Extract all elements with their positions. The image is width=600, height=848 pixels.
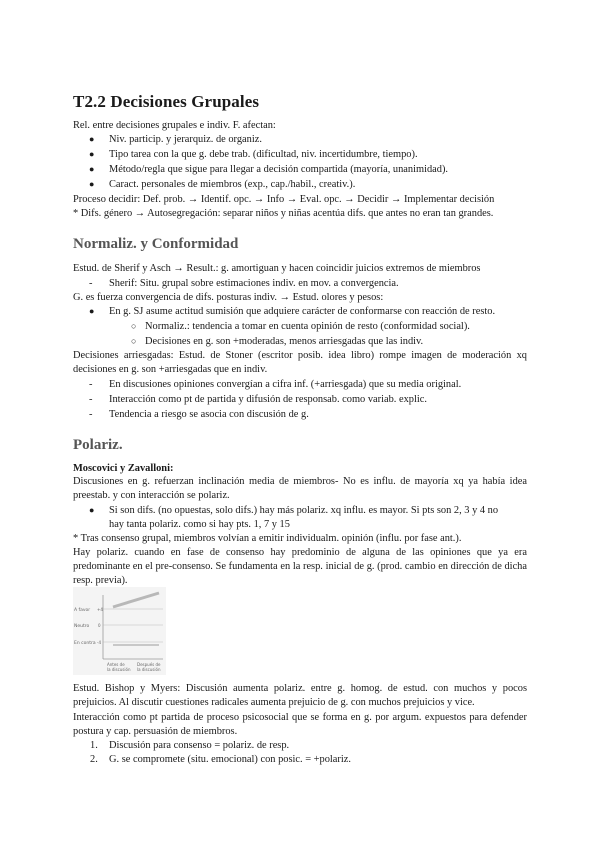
- y-value: -4: [97, 640, 101, 645]
- page-title: T2.2 Decisiones Grupales: [73, 92, 260, 111]
- x-label-after: Después de: [137, 662, 161, 667]
- paragraph: Decisiones arriesgadas: Estud. de Stoner (escritor posib. idea libro) rompe imagen de moderación xq decisiones en g. son +arriesgadas que en indiv.: [73, 350, 527, 375]
- y-value: 0: [98, 623, 101, 628]
- bullet-icon: ●: [89, 505, 95, 515]
- x-label-before-line2: la discusión: [107, 667, 131, 672]
- list-item: Método/regla que sigue para llegar a decisión compartida (mayoría, unanimidad).: [109, 164, 449, 175]
- bullet-icon: ●: [89, 134, 95, 144]
- circle-bullet-icon: ○: [131, 336, 137, 346]
- list-item: Sherif: Situ. grupal sobre estimaciones indiv. en mov. a convergencia.: [109, 278, 399, 289]
- intro-text: Rel. entre decisiones grupales e indiv. F. afectan:: [73, 120, 276, 131]
- process-text: Proceso decidir: Def. prob. → Identif. opc. → Info → Eval. opc. → Decidir → Implementar decisión: [73, 194, 495, 205]
- paragraph: G. es fuerza convergencia de difs. posturas indiv. → Estud. olores y pesos:: [73, 292, 384, 303]
- polarization-figure-svg: [73, 587, 166, 675]
- y-label-neutro: Neutro: [74, 624, 90, 629]
- section-heading: Normaliz. y Conformidad: [73, 236, 239, 252]
- list-item-continuation: hay tanta polariz. como si hay pts. 1, 7 y 15: [109, 519, 290, 530]
- list-item: Decisiones en g. son +moderadas, menos arriesgadas que las indiv.: [145, 336, 424, 347]
- paragraph: Estud. Bishop y Myers: Discusión aumenta polariz. entre g. homog. de estud. con muchos y pocos prejuicios. Al discutir cuestiones radicales aumenta prejuicio de g. con muchos prejuicios y vice.: [73, 683, 527, 708]
- dash-marker: -: [89, 394, 93, 405]
- paragraph: Interacción como pt partida de proceso psicosocial que se forma en g. por argum. expuestos para defender postura y cap. persuasión de miembros.: [73, 712, 527, 737]
- y-label-a-favor: A favor: [74, 608, 91, 613]
- y-label-en-contra: En contra: [74, 641, 96, 646]
- bullet-icon: ●: [89, 179, 95, 189]
- note-text: * Tras consenso grupal, miembros volvían a emitir individualm. opinión (influ. por fase ant.).: [73, 533, 462, 544]
- list-item: Niv. particip. y jerarquiz. de organiz.: [109, 134, 262, 145]
- bullet-icon: ●: [89, 306, 95, 316]
- list-item: Discusión para consenso = polariz. de resp.: [109, 740, 290, 751]
- list-item: Normaliz.: tendencia a tomar en cuenta opinión de resto (conformidad social).: [145, 321, 470, 332]
- list-item: G. se compromete (situ. emocional) con posic. = +polariz.: [109, 754, 351, 765]
- list-item: Si son difs. (no opuestas, solo difs.) hay más polariz. xq influ. es mayor. Si pts son 2, 3 y 4 no: [109, 505, 499, 516]
- number-marker: 2.: [90, 754, 98, 765]
- list-item: Caract. personales de miembros (exp., cap./habil., creativ.).: [109, 179, 356, 190]
- section-heading: Polariz.: [73, 437, 123, 453]
- dash-marker: -: [89, 379, 93, 390]
- list-item: Tipo tarea con la que g. debe trab. (dificultad, niv. incertidumbre, tiempo).: [109, 149, 418, 160]
- bullet-icon: ●: [89, 164, 95, 174]
- dash-marker: -: [89, 409, 93, 420]
- bullet-icon: ●: [89, 149, 95, 159]
- paragraph: Hay polariz. cuando en fase de consenso hay predominio de alguna de las opiniones que ya era predominante en el pre-consenso. Se fundamenta en la resp. inicial de g. (prod. cambio en dirección de dicha resp. previa).: [73, 547, 527, 586]
- authors-label: Moscovici y Zavalloni:: [73, 463, 174, 474]
- polarization-figure: [73, 587, 166, 675]
- paragraph: Discusiones en g. refuerzan inclinación media de miembros- No es influ. de mayoría xq ya había idea preestab. y con interacción se polariz.: [73, 476, 527, 501]
- x-label-after-line2: la discusión: [137, 667, 161, 672]
- circle-bullet-icon: ○: [131, 321, 137, 331]
- list-item: Tendencia a riesgo se asocia con discusión de g.: [109, 409, 309, 420]
- paragraph: Estud. de Sherif y Asch → Result.: g. amortiguan y hacen coincidir juicios extremos de miembros: [73, 263, 481, 274]
- x-label-before: Antes de: [107, 662, 125, 667]
- number-marker: 1.: [90, 740, 98, 751]
- y-value: +4: [97, 607, 103, 612]
- list-item: Interacción como pt de partida y difusión de responsab. como variab. explic.: [109, 394, 427, 405]
- list-item: En g. SJ asume actitud sumisión que adquiere carácter de conformarse con reacción de resto.: [109, 306, 496, 317]
- dash-marker: -: [89, 278, 93, 289]
- note-text: * Difs. género → Autosegregación: separar niños y niñas acentúa difs. que antes no eran tan grandes.: [73, 208, 494, 219]
- list-item: En discusiones opiniones convergían a cifra inf. (+arriesgada) que su media original.: [109, 379, 462, 390]
